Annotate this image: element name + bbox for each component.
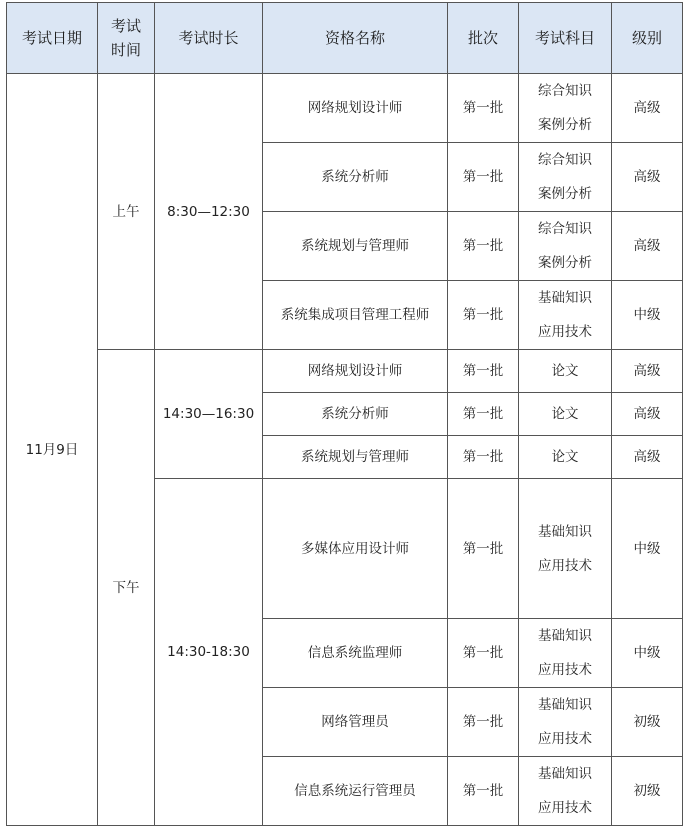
qualification-name-cell: 系统规划与管理师 bbox=[263, 212, 448, 281]
qualification-name-cell: 系统规划与管理师 bbox=[263, 436, 448, 479]
batch-cell: 第一批 bbox=[448, 479, 519, 619]
subject-line: 案例分析 bbox=[538, 186, 592, 202]
batch-cell: 第一批 bbox=[448, 74, 519, 143]
header-exam-date: 考试日期 bbox=[7, 3, 98, 74]
subject-cell bbox=[519, 757, 612, 826]
qualification-name-cell: 系统集成项目管理工程师 bbox=[263, 281, 448, 350]
subject-line: 基础知识 bbox=[538, 766, 592, 782]
subject-line: 应用技术 bbox=[538, 662, 592, 678]
session-afternoon-cell: 下午 bbox=[98, 350, 155, 826]
batch-cell: 第一批 bbox=[448, 619, 519, 688]
qualification-name-cell: 多媒体应用设计师 bbox=[263, 479, 448, 619]
subject-cell bbox=[519, 212, 612, 281]
subject-cell bbox=[519, 74, 612, 143]
subject-cell bbox=[519, 281, 612, 350]
duration-afternoon-b-cell: 14:30-18:30 bbox=[155, 479, 263, 826]
header-level: 级别 bbox=[612, 3, 683, 74]
duration-afternoon-a-cell: 14:30—16:30 bbox=[155, 350, 263, 479]
subject-cell bbox=[519, 143, 612, 212]
batch-cell: 第一批 bbox=[448, 757, 519, 826]
qualification-name-cell: 系统分析师 bbox=[263, 143, 448, 212]
level-cell: 高级 bbox=[612, 393, 683, 436]
subject-line: 应用技术 bbox=[538, 324, 592, 340]
header-exam-subject: 考试科目 bbox=[519, 3, 612, 74]
duration-morning-cell: 8:30—12:30 bbox=[155, 74, 263, 350]
batch-cell: 第一批 bbox=[448, 281, 519, 350]
subject-cell: 论文 bbox=[519, 436, 612, 479]
subject-line: 综合知识 bbox=[538, 152, 592, 168]
table-row bbox=[7, 74, 683, 143]
level-cell: 中级 bbox=[612, 619, 683, 688]
header-batch: 批次 bbox=[448, 3, 519, 74]
subject-cell bbox=[519, 479, 612, 619]
qualification-name-cell: 信息系统监理师 bbox=[263, 619, 448, 688]
session-morning-cell: 上午 bbox=[98, 74, 155, 350]
qualification-name-cell: 网络规划设计师 bbox=[263, 74, 448, 143]
subject-line: 案例分析 bbox=[538, 255, 592, 271]
qualification-name-cell: 网络管理员 bbox=[263, 688, 448, 757]
subject-line: 基础知识 bbox=[538, 523, 592, 540]
subject-line: 应用技术 bbox=[538, 557, 592, 574]
header-exam-duration: 考试时长 bbox=[155, 3, 263, 74]
subject-cell bbox=[519, 688, 612, 757]
subject-cell bbox=[519, 619, 612, 688]
subject-line: 基础知识 bbox=[538, 290, 592, 306]
header-exam-time: 考试时间 bbox=[98, 3, 155, 74]
batch-cell: 第一批 bbox=[448, 350, 519, 393]
table-row bbox=[7, 350, 683, 393]
level-cell: 初级 bbox=[612, 688, 683, 757]
header-qualification-name: 资格名称 bbox=[263, 3, 448, 74]
subject-cell: 论文 bbox=[519, 393, 612, 436]
batch-cell: 第一批 bbox=[448, 436, 519, 479]
batch-cell: 第一批 bbox=[448, 688, 519, 757]
level-cell: 高级 bbox=[612, 436, 683, 479]
level-cell: 高级 bbox=[612, 212, 683, 281]
level-cell: 高级 bbox=[612, 143, 683, 212]
level-cell: 高级 bbox=[612, 350, 683, 393]
batch-cell: 第一批 bbox=[448, 143, 519, 212]
exam-schedule-table bbox=[6, 2, 683, 826]
level-cell: 初级 bbox=[612, 757, 683, 826]
subject-cell: 论文 bbox=[519, 350, 612, 393]
batch-cell: 第一批 bbox=[448, 393, 519, 436]
subject-line: 应用技术 bbox=[538, 800, 592, 816]
subject-line: 综合知识 bbox=[538, 83, 592, 99]
exam-date-cell: 11月9日 bbox=[7, 74, 98, 826]
level-cell: 中级 bbox=[612, 479, 683, 619]
subject-line: 案例分析 bbox=[538, 117, 592, 133]
qualification-name-cell: 信息系统运行管理员 bbox=[263, 757, 448, 826]
qualification-name-cell: 系统分析师 bbox=[263, 393, 448, 436]
level-cell: 中级 bbox=[612, 281, 683, 350]
batch-cell: 第一批 bbox=[448, 212, 519, 281]
subject-line: 基础知识 bbox=[538, 628, 592, 644]
subject-line: 应用技术 bbox=[538, 731, 592, 747]
qualification-name-cell: 网络规划设计师 bbox=[263, 350, 448, 393]
level-cell: 高级 bbox=[612, 74, 683, 143]
header-row bbox=[7, 3, 683, 74]
subject-line: 基础知识 bbox=[538, 697, 592, 713]
subject-line: 综合知识 bbox=[538, 221, 592, 237]
